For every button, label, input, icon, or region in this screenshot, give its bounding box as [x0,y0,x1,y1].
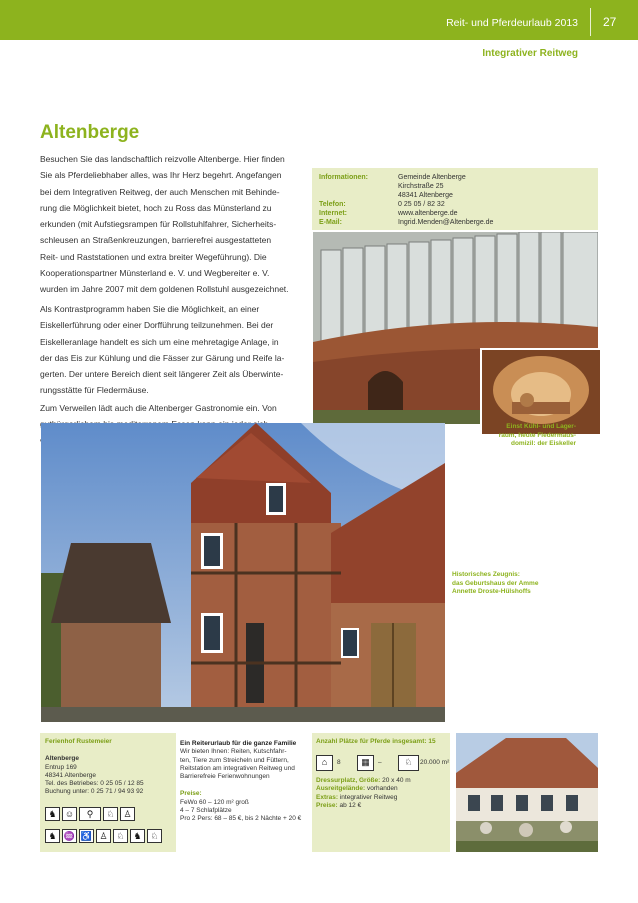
header-divider [590,8,591,36]
caption-ice-cellar [499,423,576,449]
offer-line: ten, Tiere zum Streicheln und Füttern, [180,756,289,764]
horse-riding-icon: ♞ [45,807,60,821]
info-value: 0 25 05 / 82 32 [398,201,445,208]
text-line: Sie als Pferdeliebhaber alles, was Ihr Herz begehrt. Angefangen [40,170,282,181]
text-line: bei dem Integrativen Reitweg, der auch Menschen mit Behinde- [40,186,280,197]
text-line: Zum Verweilen lädt auch die Altenberger Gastronomie ein. Von [40,403,277,413]
dressage-label: Dressurplatz, Größe: [316,777,381,784]
farm-name: Ferienhof Rustemeier [45,738,112,745]
info-label: Informationen: [319,174,368,181]
stable-box-icon: ⌂ [316,755,333,771]
text-line: wurden im Jahre 2007 mit dem goldenen Rollstuhl ausgezeichnet. [40,284,289,295]
price-line: 4 – 7 Schlafplätze [180,807,232,815]
farm-street: Entrup 169 [45,763,77,771]
paragraph-icecellar [40,301,303,399]
paragraph-intro [40,151,303,298]
info-row [312,209,598,218]
caption-line: Annette Droste-Hülshoffs [452,588,531,595]
info-value: Kirchstraße 25 [398,183,444,190]
farm-place: Altenberge [45,755,79,763]
price-line: FeWo 60 – 120 m² groß [180,798,249,806]
info-value: Ingrid.Menden@Altenberge.de [398,219,494,226]
terrain-label: Ausreitgelände: [316,785,366,793]
section-subtitle: Integrativer Reitweg [482,48,578,59]
info-value: 48341 Altenberge [398,192,453,199]
horse-head-icon: ♞ [45,829,60,843]
offer-title: Ein Reiterurlaub für die ganze Familie [180,740,297,747]
photo-historic-house [41,423,445,722]
terrain-value: vorhanden [366,785,398,793]
horse-icon: ♘ [113,829,128,843]
price-line: Pro 2 Pers: 68 – 85 €, bis 2 Nächte + 20 € [180,815,302,823]
farm-phone: Tel. des Betriebes: 0 25 05 / 12 85 [45,780,144,788]
caption-line: das Geburtshaus der Amme [452,579,539,587]
text-line: Eiskelleranlage handelt es sich um eine mehretagige Anlage, in [40,336,279,347]
text-line: Als Kontrastprogramm haben Sie die Möglichkeit, an einer [40,304,260,314]
info-row [312,218,598,227]
wheelchair-icon: ♿ [80,831,93,841]
child-icon: ☺ [62,807,77,821]
horse-jump-icon: ♞ [130,829,145,843]
offer-block [180,740,312,824]
tennis-icon: ♙ [120,807,135,821]
info-row [312,191,598,200]
text-line: Eiskellerführung oder einer Dorfführung teilzunehmen. Bei der [40,320,274,331]
pasture-value: 20.000 m² [420,759,450,766]
stable-prices-value: ab 12 € [339,801,362,809]
dressage-value: 20 x 40 m [382,777,411,784]
header-bar [0,0,638,40]
text-line: rung die Möglichkeit bietet, hoch zu Ross das Münsterland zu [40,202,272,213]
text-line: der das Eis zur Kühlung und die Fässer zur Gärung und Reife la- [40,352,285,363]
paddock-value: – [378,759,382,766]
pasture-icon: ♘ [398,755,419,771]
carriage-icon: ♘ [147,829,162,843]
text-line: schleusen an Straßenkreuzungen, barrierefrei ausgestatteten [40,235,272,246]
dog-icon: ♘ [103,807,118,821]
magazine-title: Reit- und Pferdeurlaub 2013 [446,17,578,29]
hiking-icon: ♙ [96,829,111,843]
farm-address-block [45,738,173,797]
contact-info-box [312,168,598,230]
info-value: Gemeinde Altenberge [398,174,466,181]
offer-line: Reitstation am integrativen Reitweg und [180,764,295,772]
info-row [312,200,598,209]
stable-details [316,777,452,810]
offer-prices-label: Preise: [180,790,202,798]
extras-label: Extras: [316,793,339,801]
text-line: erkunden (mit Aufstiegsrampen für Rollstuhlfahrer, Sicherheits- [40,219,277,230]
text-line: gerten. Der untere Bereich dient seit längerer Zeit als Überwinte- [40,369,284,380]
horse-places-label: Anzahl Plätze für Pferde insgesamt: 15 [316,738,436,745]
offer-line: Barrierefreie Ferienwohnungen [180,773,270,781]
text-line: rungsstätte für Fledermäuse. [40,385,149,396]
offer-line: Wir bieten Ihnen: Reiten, Kutschfahr- [180,748,287,756]
caption-line: raum, heute Fledermaus- [498,431,576,439]
swimming-icon: ♒ [63,831,76,841]
info-row [312,173,598,182]
page-number: 27 [603,15,617,29]
text-line: Besuchen Sie das landschaftlich reizvolle Altenberge. Hier finden [40,154,285,164]
extras-value: integrativer Reitweg [339,793,398,801]
text-line: Kooperationspartner Münsterland e. V. und Wegbereiter e. V. [40,268,270,279]
caption-birth-house [452,571,538,597]
caption-line: Einst Kühl- und Lager- [506,423,576,430]
stable-prices-label: Preise: [316,801,338,809]
photo-cellar-drawing [482,350,600,434]
page-title: Altenberge [40,122,140,143]
photo-house-drawing [41,423,445,722]
paddock-icon: ▦ [357,755,374,771]
text-line: Reit- und Raststationen und extra breiter Wegeführung). Die [40,251,267,262]
stable-box-value: 8 [337,759,341,766]
info-row [312,182,598,191]
bicycle-icon: ⚲ [79,807,101,821]
farm-city: 48341 Altenberge [45,771,96,779]
photo-farm-inn [456,733,598,852]
caption-line: Historisches Zeugnis: [452,571,520,578]
info-value: www.altenberge.de [398,210,458,217]
info-label: E-Mail: [319,219,342,226]
info-label: Telefon: [319,201,346,208]
info-label: Internet: [319,210,347,217]
photo-inn-drawing [456,733,598,852]
farm-booking: Buchung unter: 0 25 71 / 94 93 92 [45,788,144,796]
caption-line: domizil: der Eiskeller [510,440,576,447]
